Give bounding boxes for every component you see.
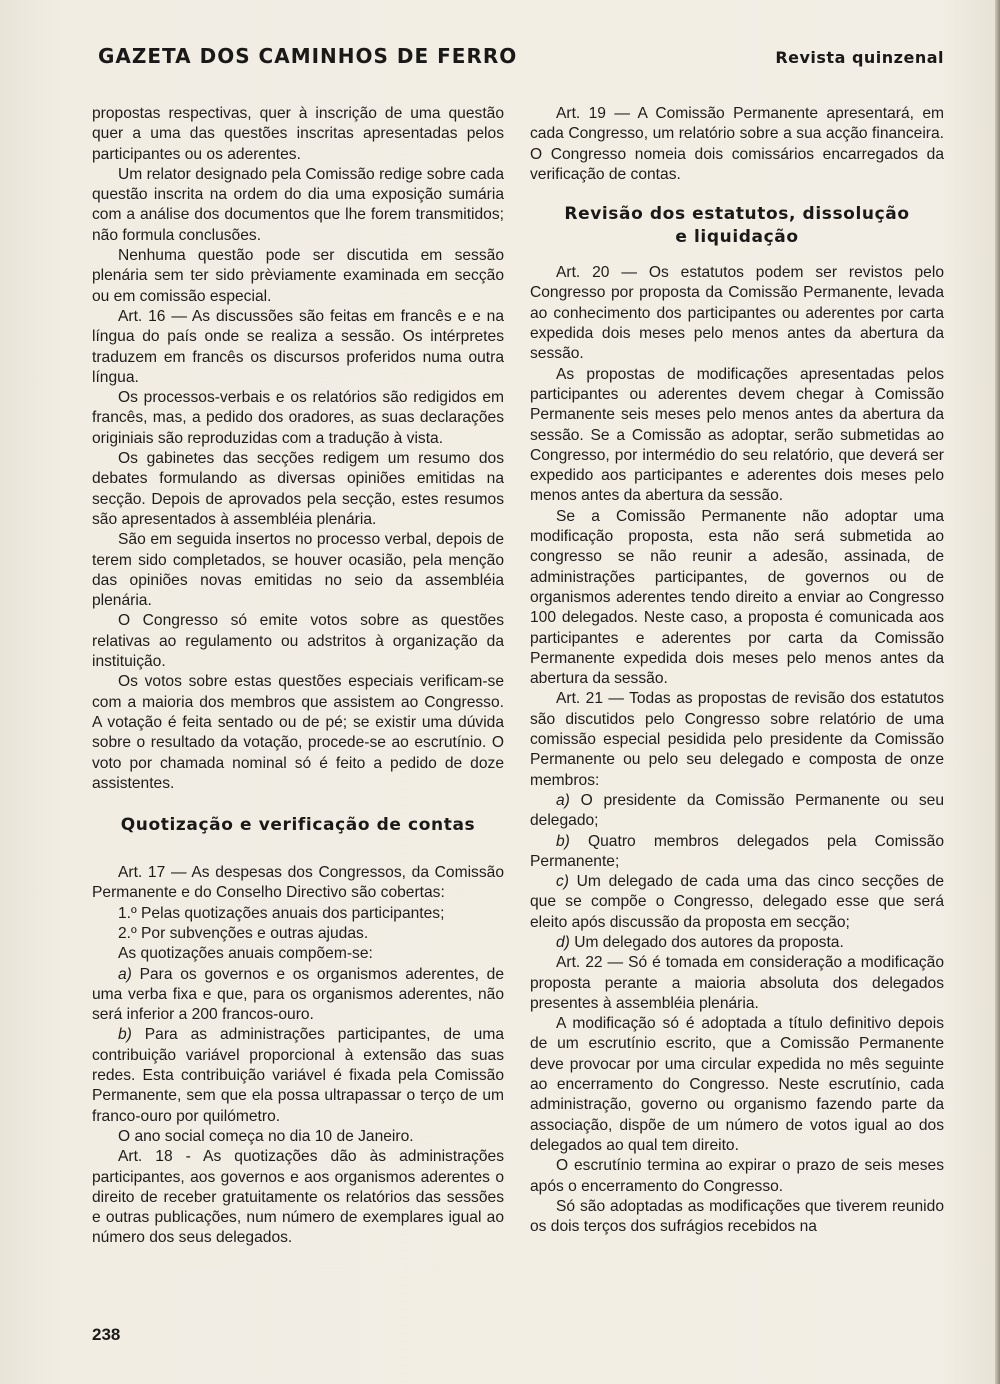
paragraph: Os processos-verbais e os relatórios são redigidos em francês, mas, a pedido dos oradores, as suas declarações originiais são reproduzidas com a tradução à vista. (92, 389, 504, 447)
paragraph: Só são adoptadas as modificações que tiverem reunido os dois terços dos sufrágios recebidos na (530, 1197, 944, 1236)
item-label: a) (118, 965, 132, 983)
page-number: 238 (92, 1325, 121, 1344)
item-label: b) (118, 1026, 132, 1044)
paragraph: O ano social começa no dia 10 de Janeiro. (118, 1127, 414, 1145)
paragraph: Art. 22 — Só é tomada em consideração a modificação proposta perante a maioria absoluta dos delegados presentes à assembléia plenária. (530, 954, 944, 1012)
heading-line: Revisão dos estatutos, dissolução (564, 204, 910, 225)
paragraph (530, 933, 944, 953)
paragraph (92, 965, 504, 1026)
paragraph: Os gabinetes das secções redigem um resumo dos debates formulando as diversas opiniões emitidas na secção. Depois de aprovados pela secção, estes resumos são apresentados à assembléia plenária. (92, 450, 504, 528)
paragraph: Art. 21 — Todas as propostas de revisão dos estatutos são discutidos pelo Congresso sobre relatório de uma comissão especial pesidida pelo presidente da Comissão Permanente ou pelo seu delegado e composta de onze membros: (530, 690, 944, 789)
paragraph: As quotizações anuais compõem-se: (118, 945, 373, 963)
paragraph (530, 872, 944, 933)
paragraph: 2.º Por subvenções e outras ajudas. (118, 924, 369, 942)
section-heading (530, 185, 944, 263)
paragraph: O Congresso só emite votos sobre as questões relativas ao regulamento ou adstritos à organização da instituição. (92, 612, 504, 671)
item-text: Um delegado de cada uma das cinco secções de que se compõe o Congresso, delegado esse que será eleito após discussão da proposta em secção; (530, 873, 944, 931)
item-text: Para as administrações participantes, de uma contribuição variável proporcional à extensão das suas redes. Esta contribuição variável é fixada pela Comissão Permanente, sem que ela possa ultrapassar o terço de um franco-ouro por quilómetro. (92, 1026, 504, 1125)
right-column (530, 104, 944, 1237)
left-column (92, 104, 504, 1249)
item-label: c) (556, 873, 569, 891)
section-heading: Quotização e verificação de contas (120, 815, 476, 836)
paragraph (92, 1025, 504, 1126)
item-text: O presidente da Comissão Permanente ou seu delegado; (530, 791, 944, 830)
page-edge (995, 0, 1000, 1384)
paragraph (530, 791, 944, 832)
heading-line: e liquidação (675, 227, 799, 248)
paragraph: Os votos sobre estas questões especiais verificam-se com a maioria dos membros que assistem ao Congresso. A votação é feita sentado ou de pé; se existir uma dúvida sobre o resultado da votação, procede-se ao escrutínio. O voto por chamada nominal só é feito a pedido de doze assistentes. (92, 673, 504, 792)
paragraph: Se a Comissão Permanente não adoptar uma modificação proposta, esta não será submetida ao congresso se não reunir a adesão, assinada, de administrações participantes, de governos ou de organismos aderentes tendo direito a enviar ao Congresso 100 delegados. Neste caso, a proposta é comunicada aos participantes e aderentes por carta da Comissão Permanente expedida dois meses pelo menos antes da abertura da sessão. (530, 507, 944, 688)
paragraph: São em seguida insertos no processo verbal, depois de terem sido completados, se houver ocasião, pela menção das opiniões novas emitidas no seio da assembléia plenária. (92, 531, 504, 610)
paragraph: A modificação só é adoptada a título definitivo depois de um escrutínio escrito, que a Comissão Permanente deve provocar por uma circular expedida no mês seguinte ao encerramento do Congresso. Neste escrutínio, cada administração, governo ou organismo fazendo parte da associação, dispõe de um número de votos igual ao dos delegados ao qual tem direito. (530, 1015, 944, 1154)
paragraph: Art. 19 — A Comissão Permanente apresentará, em cada Congresso, um relatório sobre a sua acção financeira. O Congresso nomeia dois comissários encarregados da verificação de contas. (530, 105, 944, 183)
item-text: Um delegado dos autores da proposta. (569, 933, 844, 951)
paragraph: Art. 17 — As despesas dos Congressos, da Comissão Permanente e do Conselho Directivo são cobertas: (92, 864, 504, 902)
item-label: b) (556, 832, 570, 850)
paragraph: propostas respectivas, quer à inscrição de uma questão quer a uma das questões inscritas apresentadas pelos participantes ou os aderentes. (92, 105, 504, 163)
paragraph: 1.º Pelas quotizações anuais dos participantes; (118, 904, 445, 922)
paragraph: Um relator designado pela Comissão redige sobre cada questão inscrita na ordem do dia uma exposição sumária com a análise dos documentos que lhe forem transmitidos; não formula conclusões. (92, 165, 504, 244)
paragraph: O escrutínio termina ao expirar o prazo de seis meses após o encerramento do Congresso. (530, 1157, 944, 1195)
item-text: Quatro membros delegados pela Comissão Permanente; (530, 832, 944, 870)
paragraph: As propostas de modificações apresentadas pelos participantes ou aderentes devem chegar à Comissão Permanente seis meses pelo menos antes da abertura da sessão. Se a Comissão as adoptar, serão submetidas ao Congresso, por intermédio do seu relatório, que deverá ser expedido aos participantes e aderentes dois meses pelo menos antes da abertura da sessão. (530, 365, 944, 505)
journal-title: GAZETA DOS CAMINHOS DE FERRO (98, 44, 518, 68)
paragraph: Nenhuma questão pode ser discutida em sessão plenária sem ter sido prèviamente examinada em secção ou em comissão especial. (92, 247, 504, 305)
paragraph: Art. 18 - As quotizações dão às administrações participantes, aos governos e aos organismos aderentes o direito de receber gratuitamente os relatórios das sessões e outras publicações, num número de exemplares igual ao número dos seus delegados. (92, 1148, 504, 1247)
paragraph: Art. 16 — As discussões são feitas em francês e e na língua do país onde se realiza a sessão. Os intérpretes traduzem em francês os discursos proferidos numa outra língua. (92, 307, 504, 386)
paragraph: Art. 20 — Os estatutos podem ser revistos pelo Congresso por proposta da Comissão Permanente, levada ao conhecimento dos participantes ou aderentes por carta expedida dois meses pelo menos antes da abertura da sessão. (530, 264, 944, 363)
item-text: Para os governos e os organismos aderentes, de uma verba fixa e que, para os organismos aderentes, não será inferior a 200 francos-ouro. (92, 965, 504, 1024)
journal-subtitle: Revista quinzenal (775, 48, 944, 67)
item-label: d) (556, 933, 570, 951)
item-label: a) (556, 791, 570, 809)
paragraph (530, 832, 944, 873)
